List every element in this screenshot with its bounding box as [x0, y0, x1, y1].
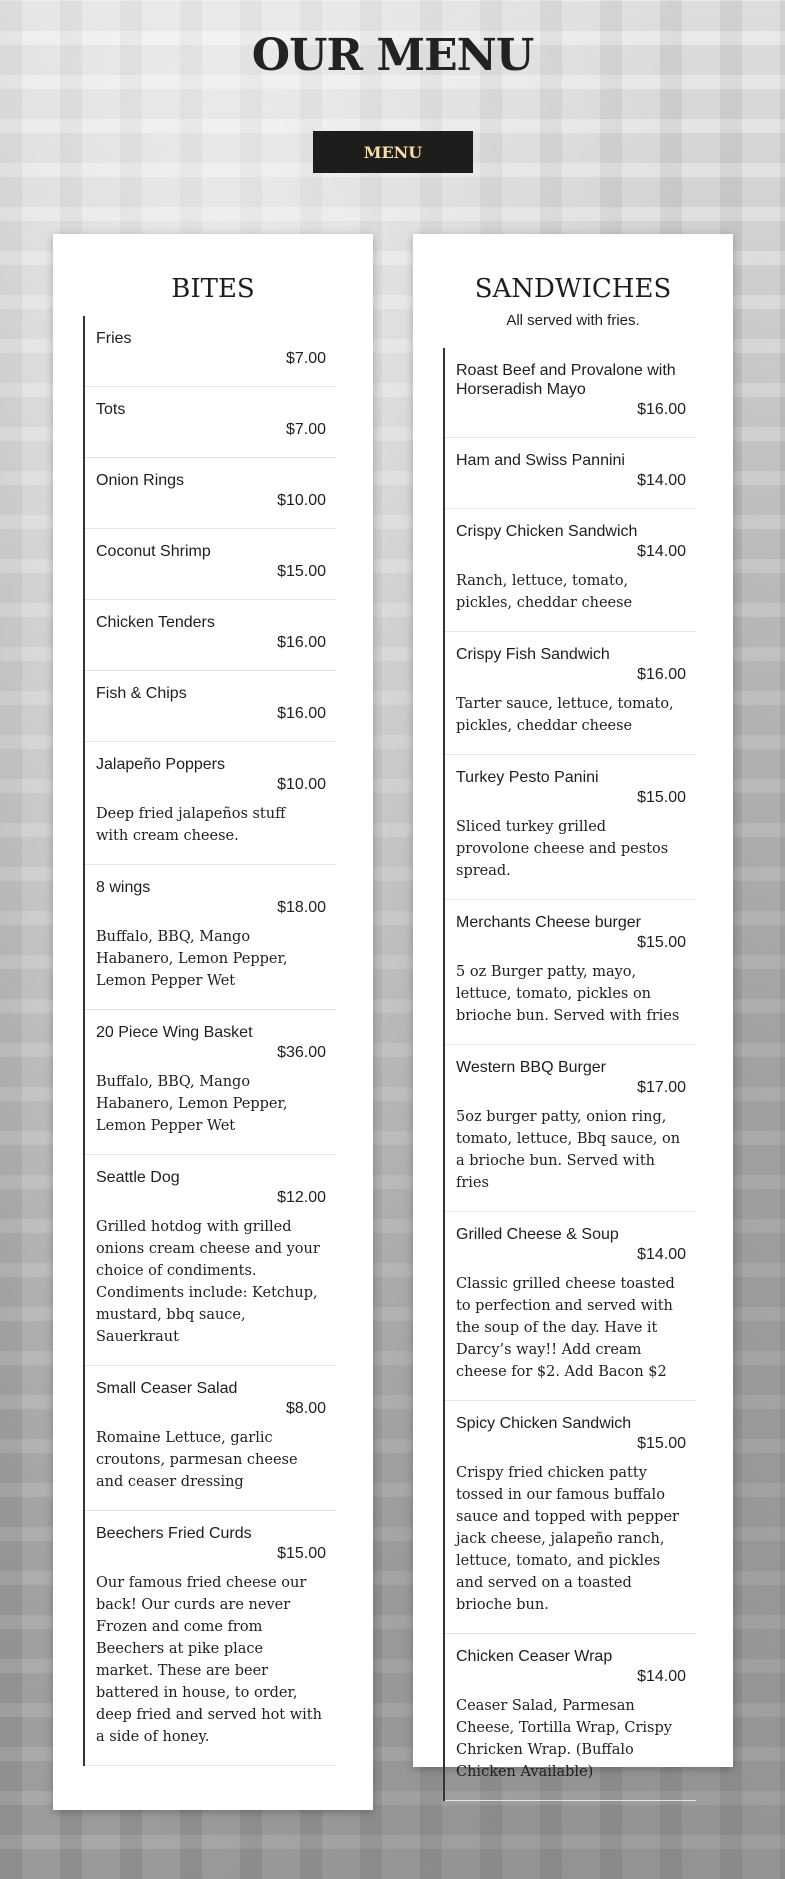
menu-item-name: Jalapeño Poppers [96, 756, 225, 773]
bites-card [53, 234, 373, 1810]
menu-item-price: $7.00 [285, 421, 326, 438]
menu-item-price: $16.00 [637, 666, 686, 683]
menu-item-description: Sliced turkey grilled provolone cheese and pestos spread. [456, 819, 669, 879]
menu-item [85, 600, 336, 671]
menu-item-price: $8.00 [285, 1400, 326, 1417]
menu-item-name: Fish & Chips [96, 685, 187, 702]
menu-item [445, 632, 696, 755]
menu-item-name: Turkey Pesto Panini [456, 769, 599, 786]
menu-item [85, 529, 336, 600]
menu-item-name: Seattle Dog [96, 1169, 180, 1186]
page-title: OUR MENU [251, 30, 534, 81]
menu-item-price: $7.00 [285, 350, 326, 367]
menu-item [85, 316, 336, 387]
menu-item-price: $16.00 [277, 705, 326, 722]
menu-item [445, 509, 696, 632]
menu-item-name: Spicy Chicken Sandwich [456, 1415, 632, 1432]
menu-item-price: $36.00 [277, 1044, 326, 1061]
menu-item-description: Tarter sauce, lettuce, tomato, pickles, cheddar cheese [456, 696, 674, 734]
menu-item [85, 1155, 336, 1366]
menu-item-description: Crispy fried chicken patty tossed in our famous buffalo sauce and topped with pepper jack cheese, jalapeño ranch, lettuce, tomato, and pickles and served on a toasted brioche bun. [456, 1465, 679, 1613]
menu-item-description: Buffalo, BBQ, Mango Habanero, Lemon Pepper, Lemon Pepper Wet [96, 929, 288, 989]
menu-item [85, 387, 336, 458]
menu-item-description: Ranch, lettuce, tomato, pickles, cheddar cheese [456, 573, 633, 611]
menu-item-name: Chicken Ceaser Wrap [456, 1648, 613, 1665]
menu-item [445, 1401, 696, 1634]
menu-item-description: Buffalo, BBQ, Mango Habanero, Lemon Pepper, Lemon Pepper Wet [96, 1074, 288, 1134]
menu-item [445, 900, 696, 1045]
menu-item-name: 20 Piece Wing Basket [96, 1024, 253, 1041]
menu-item-price: $10.00 [277, 776, 326, 793]
menu-item-description: Deep fried jalapeños stuff with cream cheese. [96, 806, 286, 844]
menu-item [85, 865, 336, 1010]
sandwiches-subtitle: All served with fries. [506, 312, 640, 329]
menu-item-name: 8 wings [96, 879, 151, 896]
menu-item-price: $10.00 [277, 492, 326, 509]
menu-item-price: $16.00 [277, 634, 326, 651]
menu-item-description: Ceaser Salad, Parmesan Cheese, Tortilla Wrap, Crispy Chricken Wrap. (Buffalo Chicken Available) [456, 1698, 672, 1780]
menu-item-name: Crispy Fish Sandwich [456, 646, 610, 663]
menu-item [85, 671, 336, 742]
menu-item-name: Western BBQ Burger [456, 1059, 606, 1076]
menu-item-price: $17.00 [637, 1079, 686, 1096]
menu-item-name: Fries [96, 330, 132, 347]
menu-item-price: $14.00 [637, 1246, 686, 1263]
menu-item-description: Classic grilled cheese toasted to perfection and served with the soup of the day. Have it Darcy’s way!! Add cream cheese for $2. Add Bacon $2 [456, 1276, 675, 1380]
sandwiches-card [413, 234, 733, 1780]
menu-item-description: Our famous fried cheese our back! Our curds are never Frozen and come from Beechers at pike place market. These are beer battered in house, to order, deep fried and served hot with a side of honey. [96, 1575, 322, 1745]
menu-item-price: $14.00 [637, 472, 686, 489]
menu-item-price: $18.00 [277, 899, 326, 916]
menu-item-name: Tots [96, 401, 126, 418]
menu-item-price: $15.00 [637, 1435, 686, 1452]
menu-item-description: 5oz burger patty, onion ring, tomato, lettuce, Bbq sauce, on a brioche bun. Served with fries [456, 1109, 681, 1191]
bites-item-list [83, 316, 336, 1766]
menu-item-name: Merchants Cheese burger [456, 914, 641, 931]
menu-item [445, 438, 696, 509]
menu-item [445, 348, 696, 438]
menu-item-name: Grilled Cheese & Soup [456, 1226, 619, 1243]
menu-item-price: $16.00 [637, 401, 686, 418]
menu-item-price: $15.00 [277, 1545, 326, 1562]
menu-item-name: Roast Beef and Provalone with Horseradish Mayo [456, 362, 676, 398]
menu-item [85, 742, 336, 865]
section-title-bites: BITES [171, 274, 255, 304]
sandwiches-item-list [443, 348, 696, 1801]
menu-item-price: $14.00 [637, 543, 686, 560]
menu-item-price: $14.00 [637, 1668, 686, 1685]
menu-item [85, 1366, 336, 1511]
menu-button[interactable]: MENU [313, 131, 473, 173]
menu-item [445, 755, 696, 900]
menu-item-name: Onion Rings [96, 472, 185, 489]
menu-item-name: Beechers Fried Curds [96, 1525, 252, 1542]
menu-item [85, 1511, 336, 1766]
menu-item [445, 1212, 696, 1401]
menu-item-name: Ham and Swiss Pannini [456, 452, 625, 469]
section-title-sandwiches: SANDWICHES [474, 274, 672, 304]
menu-item-name: Chicken Tenders [96, 614, 215, 631]
menu-item-price: $15.00 [277, 563, 326, 580]
menu-item [85, 458, 336, 529]
menu-item-name: Crispy Chicken Sandwich [456, 523, 638, 540]
menu-item-description: Grilled hotdog with grilled onions cream cheese and your choice of condiments. Condiments include: Ketchup, mustard, bbq sauce, Sauerkraut [96, 1219, 320, 1345]
menu-item-description: Romaine Lettuce, garlic croutons, parmesan cheese and ceaser dressing [96, 1430, 298, 1490]
menu-item [445, 1045, 696, 1212]
menu-item-name: Coconut Shrimp [96, 543, 211, 560]
menu-item-price: $15.00 [637, 934, 686, 951]
menu-item-price: $15.00 [637, 789, 686, 806]
menu-item [445, 1634, 696, 1801]
menu-item [85, 1010, 336, 1155]
menu-item-name: Small Ceaser Salad [96, 1380, 238, 1397]
menu-item-price: $12.00 [277, 1189, 326, 1206]
menu-item-description: 5 oz Burger patty, mayo, lettuce, tomato, pickles on brioche bun. Served with fries [456, 964, 680, 1024]
